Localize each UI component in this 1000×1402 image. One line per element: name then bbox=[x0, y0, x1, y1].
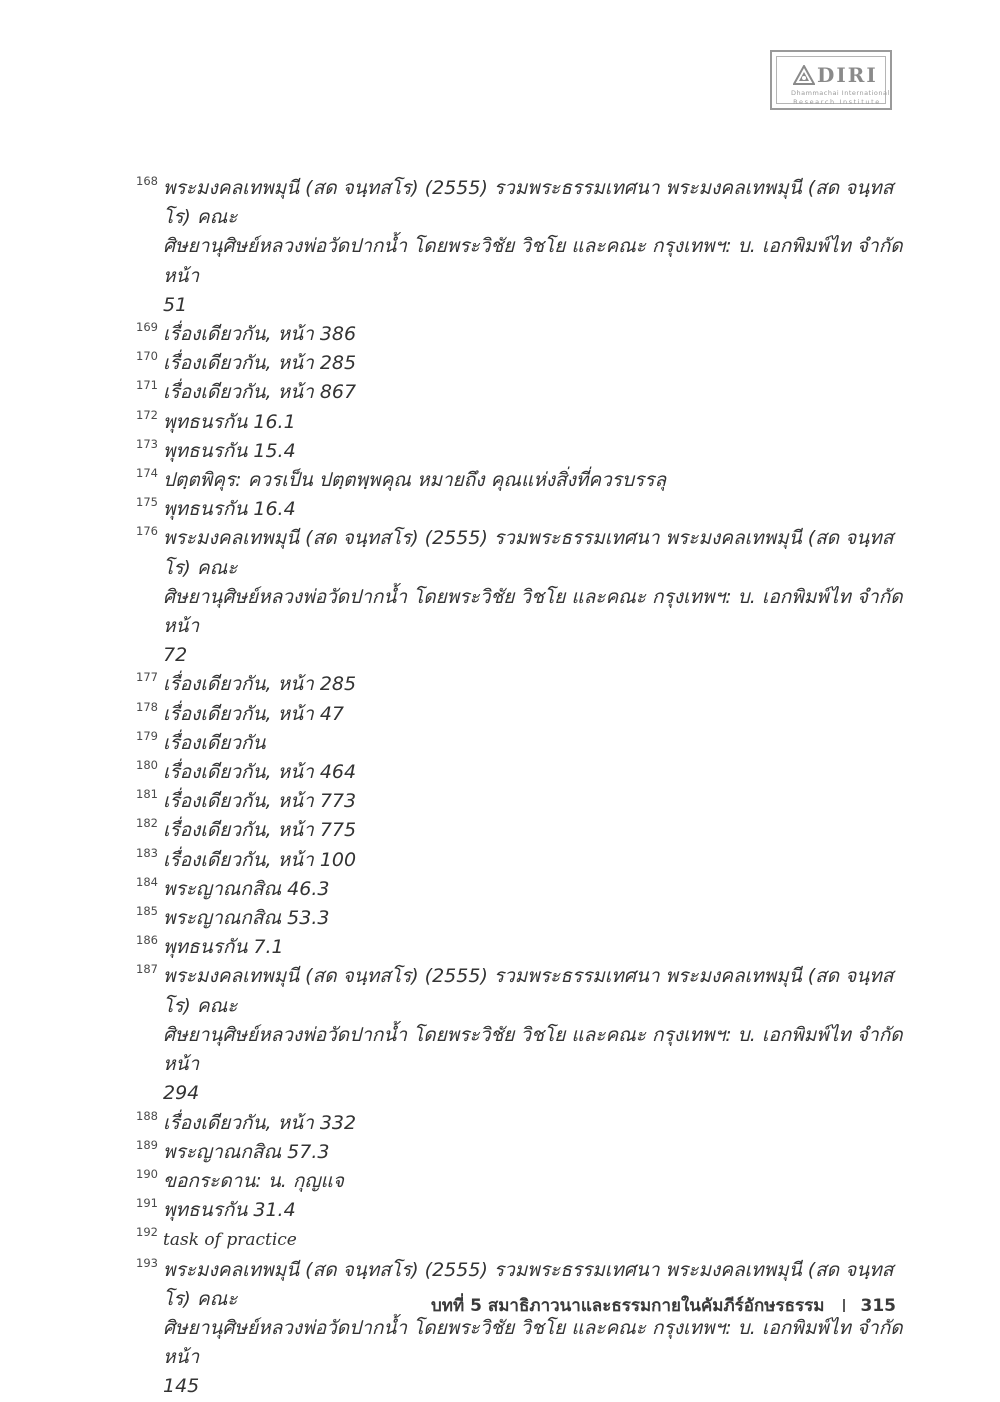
footnote-text: พุทธนรกัน 16.4 bbox=[163, 498, 296, 521]
footnote-text: พระมงคลเทพมุนี (สด จนฺทสโร) (2555) รวมพระธรรมเทศนา พระมงคลเทพมุนี (สด จนฺทสโร) คณะ ศิษยานุศิษย์หลวงพ่อวัดปากน้ำ โดยพระวิชัย วิชโย และคณะ กรุงเทพฯ: บ. เอกพิมพ์ไท จำกัด หน้า 51 bbox=[163, 177, 903, 316]
footnote-191 bbox=[136, 1196, 906, 1225]
footnote-number: 170 bbox=[136, 349, 158, 364]
footnote-number: 186 bbox=[136, 933, 158, 948]
footnote-number: 177 bbox=[136, 670, 158, 685]
footnote-179 bbox=[136, 729, 906, 758]
footnote-192 bbox=[136, 1225, 906, 1255]
footnote-text: พระญาณกสิณ 46.3 bbox=[163, 877, 330, 900]
footnote-187 bbox=[136, 962, 906, 1108]
footnote-text: เรื่องเดียวกัน, หน้า 773 bbox=[163, 790, 357, 813]
footnote-text: พุทธนรกัน 7.1 bbox=[163, 936, 284, 959]
footnote-185 bbox=[136, 904, 906, 933]
logo-subtitle-line2: Research Institute bbox=[793, 98, 881, 106]
footnote-text: พุทธนรกัน 31.4 bbox=[163, 1199, 296, 1222]
logo-title: DIRI bbox=[817, 63, 878, 87]
footnote-number: 182 bbox=[136, 816, 158, 831]
footnote-186 bbox=[136, 933, 906, 962]
footnote-text: เรื่องเดียวกัน, หน้า 867 bbox=[163, 381, 357, 404]
footnote-189 bbox=[136, 1138, 906, 1167]
footnote-number: 168 bbox=[136, 174, 158, 188]
footnote-number: 171 bbox=[136, 378, 158, 393]
footnote-190 bbox=[136, 1167, 906, 1196]
footnote-193 bbox=[136, 1256, 906, 1402]
footnote-number: 179 bbox=[136, 728, 158, 743]
page-number: 315 bbox=[860, 1296, 896, 1316]
footnote-number: 185 bbox=[136, 904, 158, 919]
footnote-text: เรื่องเดียวกัน bbox=[163, 731, 266, 754]
footnote-number: 189 bbox=[136, 1137, 158, 1152]
footnote-text: task of practice bbox=[163, 1230, 297, 1251]
triangle-logo-icon bbox=[793, 65, 815, 85]
footnote-number: 193 bbox=[136, 1255, 158, 1270]
footnote-170 bbox=[136, 349, 906, 378]
footnote-175 bbox=[136, 495, 906, 524]
footer-separator bbox=[843, 1299, 845, 1312]
footnote-number: 173 bbox=[136, 436, 158, 451]
footnote-182 bbox=[136, 816, 906, 845]
footnote-number: 183 bbox=[136, 845, 158, 860]
footnote-177 bbox=[136, 670, 906, 699]
footnote-text: เรื่องเดียวกัน, หน้า 285 bbox=[163, 352, 357, 375]
footnote-text: ขอกระดาน: น. กุญแจ bbox=[163, 1169, 344, 1192]
diri-logo bbox=[770, 50, 892, 110]
logo-inner-border bbox=[776, 56, 890, 106]
footnote-text: เรื่องเดียวกัน, หน้า 775 bbox=[163, 819, 357, 842]
logo-subtitle-line1: Dhammachai International bbox=[791, 89, 890, 97]
chapter-title: บทที่ 5 สมาธิภาวนาและธรรมกายในคัมภีร์อักษรธรรม bbox=[430, 1296, 825, 1316]
footnote-text: พระมงคลเทพมุนี (สด จนฺทสโร) (2555) รวมพระธรรมเทศนา พระมงคลเทพมุนี (สด จนฺทสโร) คณะ ศิษยานุศิษย์หลวงพ่อวัดปากน้ำ โดยพระวิชัย วิชโย และคณะ กรุงเทพฯ: บ. เอกพิมพ์ไท จำกัด หน้า 72 bbox=[163, 527, 903, 667]
footnote-number: 187 bbox=[136, 962, 158, 977]
footnote-188 bbox=[136, 1109, 906, 1138]
footnote-text: ปตฺตพิคุร: ควรเป็น ปตฺตพฺพคุณ หมายถึง คุณแห่งสิ่งที่ควรบรรลุ bbox=[163, 469, 667, 492]
footnote-172 bbox=[136, 408, 906, 437]
footnote-168 bbox=[136, 174, 906, 320]
footnote-number: 192 bbox=[136, 1225, 158, 1240]
footnote-text: พระญาณกสิณ 57.3 bbox=[163, 1140, 330, 1163]
footnote-number: 169 bbox=[136, 320, 158, 335]
footnote-171 bbox=[136, 378, 906, 407]
footnote-text: พระมงคลเทพมุนี (สด จนฺทสโร) (2555) รวมพระธรรมเทศนา พระมงคลเทพมุนี (สด จนฺทสโร) คณะ ศิษยานุศิษย์หลวงพ่อวัดปากน้ำ โดยพระวิชัย วิชโย และคณะ กรุงเทพฯ: บ. เอกพิมพ์ไท จำกัด หน้า 145 bbox=[163, 1258, 903, 1398]
footnote-text: เรื่องเดียวกัน, หน้า 100 bbox=[163, 848, 357, 871]
footnote-text: เรื่องเดียวกัน, หน้า 332 bbox=[163, 1111, 357, 1134]
footnote-text: พระญาณกสิณ 53.3 bbox=[163, 907, 330, 930]
footnote-text: พุทธนรกัน 15.4 bbox=[163, 439, 296, 462]
footnote-text: เรื่องเดียวกัน, หน้า 464 bbox=[163, 761, 357, 784]
footnote-text: เรื่องเดียวกัน, หน้า 386 bbox=[163, 323, 357, 346]
footnote-text: เรื่องเดียวกัน, หน้า 285 bbox=[163, 673, 357, 696]
footnote-number: 178 bbox=[136, 699, 158, 714]
footnote-text: เรื่องเดียวกัน, หน้า 47 bbox=[163, 702, 344, 725]
footnote-183 bbox=[136, 846, 906, 875]
footnote-180 bbox=[136, 758, 906, 787]
footnote-184 bbox=[136, 875, 906, 904]
footnote-number: 180 bbox=[136, 758, 158, 773]
footnote-text: พระมงคลเทพมุนี (สด จนฺทสโร) (2555) รวมพระธรรมเทศนา พระมงคลเทพมุนี (สด จนฺทสโร) คณะ ศิษยานุศิษย์หลวงพ่อวัดปากน้ำ โดยพระวิชัย วิชโย และคณะ กรุงเทพฯ: บ. เอกพิมพ์ไท จำกัด หน้า 294 bbox=[163, 965, 903, 1105]
footnote-178 bbox=[136, 700, 906, 729]
footnote-number: 190 bbox=[136, 1166, 158, 1181]
footnote-number: 174 bbox=[136, 466, 158, 481]
footnote-number: 181 bbox=[136, 787, 158, 802]
footnote-181 bbox=[136, 787, 906, 816]
footnote-173 bbox=[136, 437, 906, 466]
footnote-number: 172 bbox=[136, 407, 158, 422]
footnote-text: พุทธนรกัน 16.1 bbox=[163, 410, 296, 433]
footnote-176 bbox=[136, 524, 906, 670]
footnote-number: 184 bbox=[136, 874, 158, 889]
footnote-number: 176 bbox=[136, 524, 158, 539]
footnote-number: 175 bbox=[136, 495, 158, 510]
page-footer bbox=[431, 1292, 896, 1319]
footnote-number: 191 bbox=[136, 1196, 158, 1211]
footnote-list bbox=[136, 174, 906, 1402]
footnote-174 bbox=[136, 466, 906, 495]
footnote-number: 188 bbox=[136, 1108, 158, 1123]
footnote-169 bbox=[136, 320, 906, 349]
